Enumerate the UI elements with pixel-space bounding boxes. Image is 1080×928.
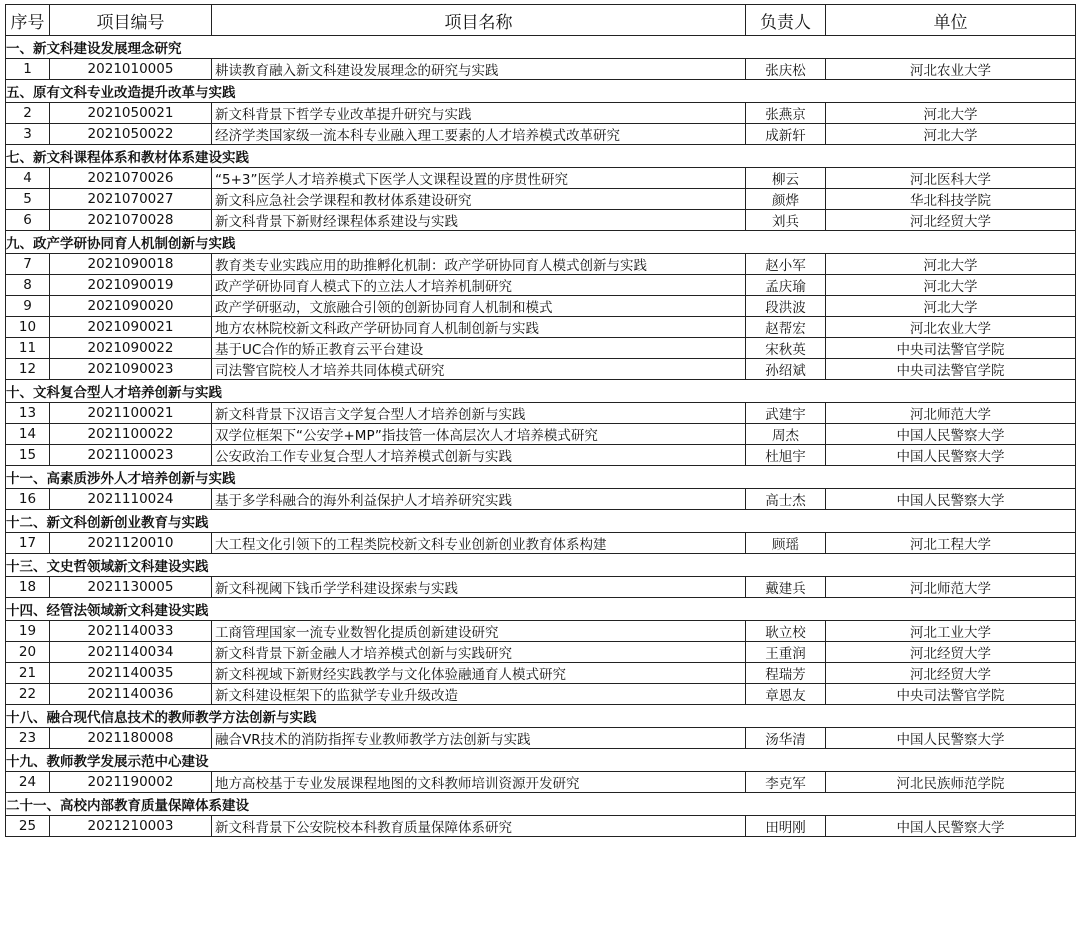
row-leader: 武建宇 xyxy=(746,403,826,424)
row-index: 13 xyxy=(6,403,50,424)
header-leader: 负责人 xyxy=(746,5,826,36)
row-leader: 李克军 xyxy=(746,772,826,793)
row-project-code: 2021140035 xyxy=(50,663,212,684)
row-project-name: 工商管理国家一流专业数智化提质创新建设研究 xyxy=(212,621,746,642)
row-index: 24 xyxy=(6,772,50,793)
row-project-code: 2021140036 xyxy=(50,684,212,705)
row-index: 9 xyxy=(6,296,50,317)
row-project-code: 2021180008 xyxy=(50,728,212,749)
row-project-code: 2021130005 xyxy=(50,577,212,598)
row-project-name: 基于多学科融合的海外利益保护人才培养研究实践 xyxy=(212,489,746,510)
row-index: 20 xyxy=(6,642,50,663)
row-unit: 河北大学 xyxy=(826,296,1076,317)
row-leader: 耿立校 xyxy=(746,621,826,642)
row-unit: 河北工业大学 xyxy=(826,621,1076,642)
row-index: 1 xyxy=(6,59,50,80)
table-row xyxy=(6,275,1076,296)
row-index: 23 xyxy=(6,728,50,749)
table-row xyxy=(6,210,1076,231)
row-leader: 张燕京 xyxy=(746,103,826,124)
row-project-name: 大工程文化引领下的工程类院校新文科专业创新创业教育体系构建 xyxy=(212,533,746,554)
group-title: 十四、经管法领域新文科建设实践 xyxy=(6,598,1076,621)
row-project-name: 经济学类国家级一流本科专业融入理工要素的人才培养模式改革研究 xyxy=(212,124,746,145)
row-project-code: 2021090021 xyxy=(50,317,212,338)
row-index: 6 xyxy=(6,210,50,231)
group-title: 十八、融合现代信息技术的教师教学方法创新与实践 xyxy=(6,705,1076,728)
group-title: 五、原有文科专业改造提升改革与实践 xyxy=(6,80,1076,103)
row-project-code: 2021100021 xyxy=(50,403,212,424)
row-project-name: 新文科应急社会学课程和教材体系建设研究 xyxy=(212,189,746,210)
row-leader: 田明刚 xyxy=(746,816,826,837)
row-project-name: 新文科背景下公安院校本科教育质量保障体系研究 xyxy=(212,816,746,837)
group-title: 十三、文史哲领域新文科建设实践 xyxy=(6,554,1076,577)
row-unit: 河北医科大学 xyxy=(826,168,1076,189)
table-row xyxy=(6,338,1076,359)
row-unit: 中国人民警察大学 xyxy=(826,445,1076,466)
group-row xyxy=(6,466,1076,489)
row-index: 2 xyxy=(6,103,50,124)
row-project-code: 2021110024 xyxy=(50,489,212,510)
group-row xyxy=(6,598,1076,621)
row-unit: 中国人民警察大学 xyxy=(826,728,1076,749)
table-row xyxy=(6,359,1076,380)
header-project-name: 项目名称 xyxy=(212,5,746,36)
group-row xyxy=(6,36,1076,59)
row-index: 3 xyxy=(6,124,50,145)
row-project-code: 2021120010 xyxy=(50,533,212,554)
row-leader: 张庆松 xyxy=(746,59,826,80)
row-project-name: 司法警官院校人才培养共同体模式研究 xyxy=(212,359,746,380)
row-unit: 中国人民警察大学 xyxy=(826,489,1076,510)
row-index: 22 xyxy=(6,684,50,705)
group-title: 十九、教师教学发展示范中心建设 xyxy=(6,749,1076,772)
table-row xyxy=(6,533,1076,554)
row-project-name: 政产学研协同育人模式下的立法人才培养机制研究 xyxy=(212,275,746,296)
row-project-name: 新文科背景下汉语言文学复合型人才培养创新与实践 xyxy=(212,403,746,424)
row-index: 19 xyxy=(6,621,50,642)
row-project-name: 融合VR技术的消防指挥专业教师教学方法创新与实践 xyxy=(212,728,746,749)
row-leader: 颜烨 xyxy=(746,189,826,210)
row-unit: 河北大学 xyxy=(826,124,1076,145)
row-unit: 河北大学 xyxy=(826,275,1076,296)
row-unit: 中央司法警官学院 xyxy=(826,338,1076,359)
row-leader: 汤华清 xyxy=(746,728,826,749)
table-row xyxy=(6,577,1076,598)
row-project-code: 2021050022 xyxy=(50,124,212,145)
row-leader: 章恩友 xyxy=(746,684,826,705)
row-unit: 河北民族师范学院 xyxy=(826,772,1076,793)
row-unit: 华北科技学院 xyxy=(826,189,1076,210)
row-leader: 柳云 xyxy=(746,168,826,189)
row-index: 4 xyxy=(6,168,50,189)
row-project-code: 2021090019 xyxy=(50,275,212,296)
group-row xyxy=(6,554,1076,577)
group-row xyxy=(6,749,1076,772)
group-title: 一、新文科建设发展理念研究 xyxy=(6,36,1076,59)
row-project-code: 2021140033 xyxy=(50,621,212,642)
row-index: 16 xyxy=(6,489,50,510)
group-title: 九、政产学研协同育人机制创新与实践 xyxy=(6,231,1076,254)
row-project-name: 耕读教育融入新文科建设发展理念的研究与实践 xyxy=(212,59,746,80)
table-row xyxy=(6,445,1076,466)
row-leader: 孙绍斌 xyxy=(746,359,826,380)
group-row xyxy=(6,793,1076,816)
row-project-name: 新文科视阈下钱币学学科建设探索与实践 xyxy=(212,577,746,598)
row-index: 21 xyxy=(6,663,50,684)
row-project-name: 地方农林院校新文科政产学研协同育人机制创新与实践 xyxy=(212,317,746,338)
table-row xyxy=(6,403,1076,424)
row-unit: 河北经贸大学 xyxy=(826,663,1076,684)
row-unit: 河北经贸大学 xyxy=(826,210,1076,231)
table-row xyxy=(6,728,1076,749)
row-project-code: 2021070026 xyxy=(50,168,212,189)
row-unit: 河北经贸大学 xyxy=(826,642,1076,663)
row-index: 7 xyxy=(6,254,50,275)
row-leader: 王重润 xyxy=(746,642,826,663)
row-unit: 河北大学 xyxy=(826,103,1076,124)
row-project-code: 2021190002 xyxy=(50,772,212,793)
row-unit: 河北农业大学 xyxy=(826,317,1076,338)
row-index: 8 xyxy=(6,275,50,296)
table-row xyxy=(6,317,1076,338)
row-index: 14 xyxy=(6,424,50,445)
group-row xyxy=(6,380,1076,403)
table-row xyxy=(6,254,1076,275)
row-leader: 孟庆瑜 xyxy=(746,275,826,296)
row-project-code: 2021010005 xyxy=(50,59,212,80)
group-title: 二十一、高校内部教育质量保障体系建设 xyxy=(6,793,1076,816)
group-title: 十一、高素质涉外人才培养创新与实践 xyxy=(6,466,1076,489)
header-unit: 单位 xyxy=(826,5,1076,36)
row-project-code: 2021070028 xyxy=(50,210,212,231)
table-row xyxy=(6,124,1076,145)
row-leader: 顾瑶 xyxy=(746,533,826,554)
row-index: 17 xyxy=(6,533,50,554)
table-row xyxy=(6,59,1076,80)
table-body xyxy=(6,36,1076,837)
group-row xyxy=(6,80,1076,103)
table-row xyxy=(6,684,1076,705)
row-index: 12 xyxy=(6,359,50,380)
group-row xyxy=(6,705,1076,728)
row-project-code: 2021100022 xyxy=(50,424,212,445)
row-index: 5 xyxy=(6,189,50,210)
row-leader: 宋秋英 xyxy=(746,338,826,359)
row-project-code: 2021090018 xyxy=(50,254,212,275)
table-row xyxy=(6,816,1076,837)
row-project-name: 基于UC合作的矫正教育云平台建设 xyxy=(212,338,746,359)
row-unit: 中国人民警察大学 xyxy=(826,816,1076,837)
group-row xyxy=(6,145,1076,168)
row-project-name: 地方高校基于专业发展课程地图的文科教师培训资源开发研究 xyxy=(212,772,746,793)
row-unit: 河北大学 xyxy=(826,254,1076,275)
row-leader: 高士杰 xyxy=(746,489,826,510)
row-project-code: 2021070027 xyxy=(50,189,212,210)
row-project-name: 新文科背景下新财经课程体系建设与实践 xyxy=(212,210,746,231)
row-leader: 戴建兵 xyxy=(746,577,826,598)
group-row xyxy=(6,231,1076,254)
row-unit: 中国人民警察大学 xyxy=(826,424,1076,445)
row-leader: 成新轩 xyxy=(746,124,826,145)
header-project-code: 项目编号 xyxy=(50,5,212,36)
table-row xyxy=(6,189,1076,210)
group-title: 七、新文科课程体系和教材体系建设实践 xyxy=(6,145,1076,168)
row-leader: 周杰 xyxy=(746,424,826,445)
group-row xyxy=(6,510,1076,533)
row-project-code: 2021090020 xyxy=(50,296,212,317)
row-unit: 河北农业大学 xyxy=(826,59,1076,80)
row-index: 18 xyxy=(6,577,50,598)
project-table xyxy=(5,4,1076,837)
row-project-name: 新文科背景下哲学专业改革提升研究与实践 xyxy=(212,103,746,124)
row-unit: 河北工程大学 xyxy=(826,533,1076,554)
row-project-code: 2021090023 xyxy=(50,359,212,380)
row-project-code: 2021050021 xyxy=(50,103,212,124)
row-project-name: 政产学研驱动，文旅融合引领的创新协同育人机制和模式 xyxy=(212,296,746,317)
row-project-code: 2021100023 xyxy=(50,445,212,466)
row-leader: 杜旭宇 xyxy=(746,445,826,466)
row-project-code: 2021140034 xyxy=(50,642,212,663)
group-title: 十、文科复合型人才培养创新与实践 xyxy=(6,380,1076,403)
table-row xyxy=(6,621,1076,642)
row-unit: 河北师范大学 xyxy=(826,577,1076,598)
row-project-name: 公安政治工作专业复合型人才培养模式创新与实践 xyxy=(212,445,746,466)
row-leader: 程瑞芳 xyxy=(746,663,826,684)
row-unit: 中央司法警官学院 xyxy=(826,359,1076,380)
row-project-name: 教育类专业实践应用的助推孵化机制：政产学研协同育人模式创新与实践 xyxy=(212,254,746,275)
row-index: 11 xyxy=(6,338,50,359)
row-project-code: 2021210003 xyxy=(50,816,212,837)
row-index: 25 xyxy=(6,816,50,837)
table-row xyxy=(6,103,1076,124)
group-title: 十二、新文科创新创业教育与实践 xyxy=(6,510,1076,533)
table-row xyxy=(6,424,1076,445)
row-index: 15 xyxy=(6,445,50,466)
table-row xyxy=(6,489,1076,510)
table-row xyxy=(6,663,1076,684)
row-project-name: 新文科建设框架下的监狱学专业升级改造 xyxy=(212,684,746,705)
header-index: 序号 xyxy=(6,5,50,36)
row-index: 10 xyxy=(6,317,50,338)
row-unit: 河北师范大学 xyxy=(826,403,1076,424)
table-row xyxy=(6,168,1076,189)
table-row xyxy=(6,642,1076,663)
row-project-name: 新文科背景下新金融人才培养模式创新与实践研究 xyxy=(212,642,746,663)
header-row xyxy=(6,5,1076,36)
row-unit: 中央司法警官学院 xyxy=(826,684,1076,705)
row-project-name: “5+3”医学人才培养模式下医学人文课程设置的序贯性研究 xyxy=(212,168,746,189)
row-project-name: 新文科视域下新财经实践教学与文化体验融通育人模式研究 xyxy=(212,663,746,684)
row-project-code: 2021090022 xyxy=(50,338,212,359)
table-row xyxy=(6,296,1076,317)
row-leader: 赵小军 xyxy=(746,254,826,275)
row-leader: 刘兵 xyxy=(746,210,826,231)
table-row xyxy=(6,772,1076,793)
row-project-name: 双学位框架下“公安学+MP”指技管一体高层次人才培养模式研究 xyxy=(212,424,746,445)
row-leader: 赵帮宏 xyxy=(746,317,826,338)
row-leader: 段洪波 xyxy=(746,296,826,317)
